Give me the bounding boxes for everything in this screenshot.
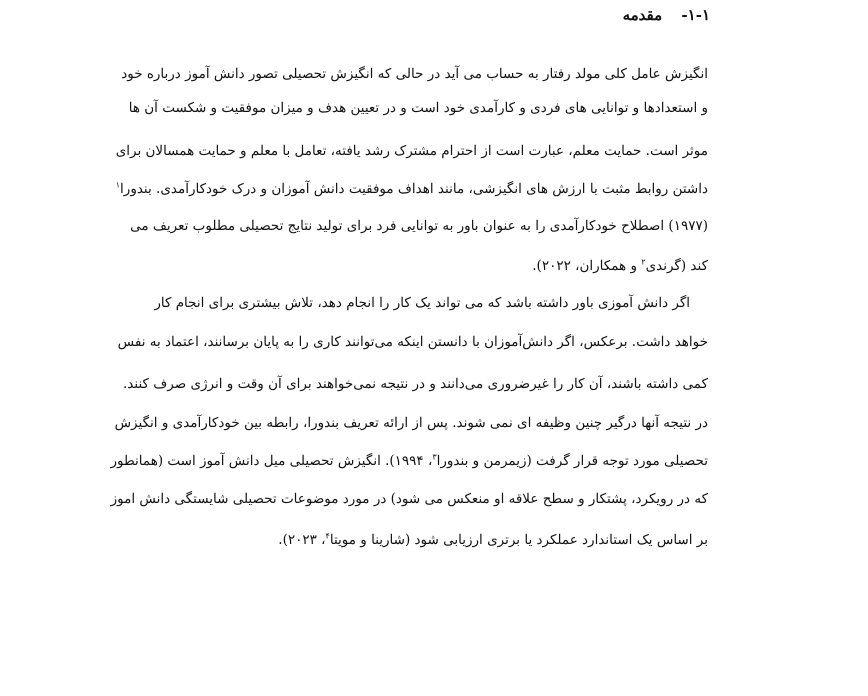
footnote-mark-3: ۳ [432,452,437,462]
paragraph-2-line-7 [178,530,708,550]
footnote-mark-4: ۴ [325,531,330,541]
paragraph-2-line-7-text-b: ، ۲۰۲۳). [278,532,326,548]
paragraph-2-line-3: کمی داشته باشند، آن کار را غیرضروری می‌دانند و در نتیجه نمی‌خواهند برای آن وقت و انرژی صرف کنند. [123,376,708,392]
section-heading [623,6,710,24]
paragraph-2-line-2: خواهد داشت. برعکس، اگر دانش‌آموزان با دانستن اینکه می‌توانند کاری را به پایان برسانند، اعتماد به نفس [117,334,708,350]
paragraph-1-line-2: و استعدادها و توانایی های فردی و کارآمدی خود است و در تعیین هدف و میزان موفقیت و شکست آن ها [128,100,708,116]
paragraph-1-line-3: موثر است. حمایت معلم، عبارت است از احترام مشترک رشد یافته، تعامل با معلم و حمایت همسالان برای [115,143,708,159]
paragraph-1-line-6-text-a: کند (گرندی [645,258,708,274]
paragraph-2-line-5 [110,451,708,471]
paragraph-1-line-4-text: داشتن روابط مثبت با ارزش های انگیزشی، مانند اهداف موفقیت دانش آموزان و درک خودکارآمدی. بندورا [120,181,708,197]
paragraph-2-line-5-text-a: تحصیلی مورد توجه قرار گرفت (زیمرمن و بندورا [436,453,708,469]
section-number: ۱-۱- [681,6,710,24]
paragraph-2-line-1: اگر دانش آموزی باور داشته باشد که می تواند یک کار را انجام دهد، تلاش بیشتری برای انجام کار [154,295,690,311]
paragraph-1-line-6-text-b: و همکاران، ۲۰۲۲). [532,258,642,274]
footnote-mark-1: ۱ [115,180,121,190]
paragraph-2-line-7-text-a: بر اساس یک استاندارد عملکرد یا برتری ارزیابی شود (شارینا و مویتا [329,532,708,548]
paragraph-1-line-4 [115,179,708,199]
paragraph-1-line-5: (۱۹۷۷) اصطلاح خودکارآمدی را به عنوان باور به توانایی فرد برای تولید نتایج تحصیلی مطلوب تعریف می [130,218,708,234]
paragraph-1-line-1: انگیزش عامل کلی مولد رفتار به حساب می آید در حالی که انگیزش تحصیلی تصور دانش آموز درباره خود [121,66,708,82]
paragraph-1-line-6 [178,256,708,276]
paragraph-2-line-4: در نتیجه آنها درگیر چنین وظیفه ای نمی شوند. پس از ارائه تعریف بندورا، رابطه بین خودکارآمدی و انگیزش [114,415,708,431]
footnote-mark-2: ۲ [641,257,646,267]
paragraph-2-line-5-text-b: ، ۱۹۹۴). انگیزش تحصیلی میل دانش آموز است (همانطور [110,453,433,469]
section-title: مقدمه [622,6,663,24]
paragraph-2-line-6: که در رویکرد، پشتکار و سطح علاقه او منعکس می شود) در مورد موضوعات تحصیلی شایستگی دانش اموز [110,491,708,507]
